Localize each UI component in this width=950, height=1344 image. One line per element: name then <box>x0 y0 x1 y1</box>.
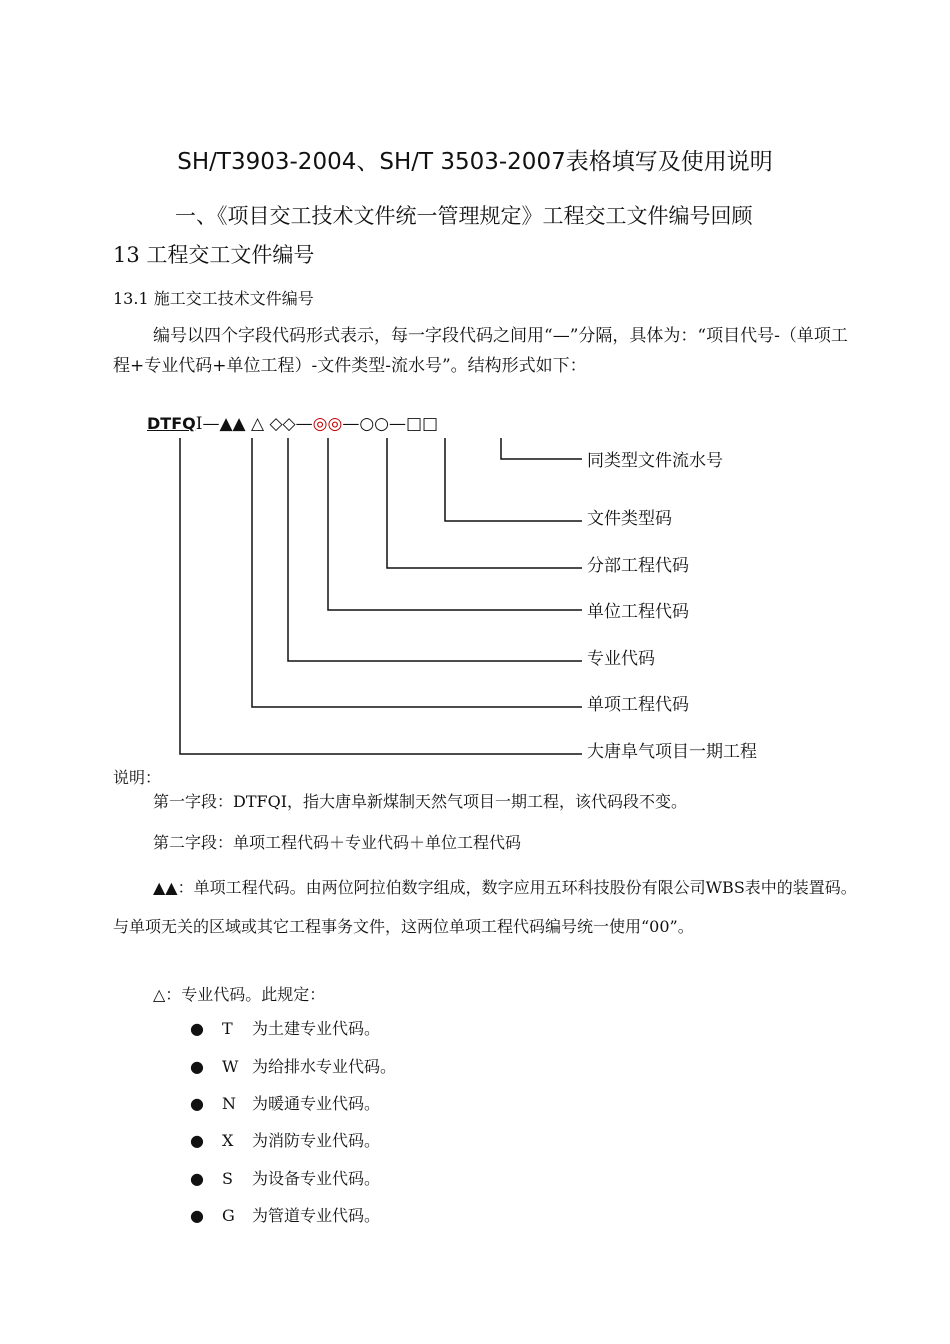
connector-subdivision <box>387 438 582 568</box>
bullet-icon: ● <box>190 1206 204 1225</box>
code-part3: —○○—□□ <box>342 414 439 434</box>
bullet-code: T <box>222 1019 233 1038</box>
subheading: 13 工程交工文件编号 <box>113 243 315 267</box>
label-file-type: 文件类型码 <box>587 509 672 529</box>
bullet-icon: ● <box>190 1169 204 1188</box>
list-item <box>190 1018 380 1040</box>
document-title: SH/T3903-2004、SH/T 3503-2007表格填写及使用说明 <box>177 149 773 175</box>
bullet-text: 为设备专业代码。 <box>252 1169 381 1188</box>
label-single-item: 单项工程代码 <box>587 695 689 715</box>
list-item <box>190 1130 380 1152</box>
bullet-text: 为管道专业代码。 <box>252 1206 381 1225</box>
connector-unit <box>328 438 582 610</box>
bullet-code: W <box>222 1057 239 1076</box>
field2-text: 第二字段：单项工程代码＋专业代码＋单位工程代码 <box>153 833 522 852</box>
bullet-icon: ● <box>190 1057 204 1076</box>
intro-paragraph: 编号以四个字段代码形式表示，每一字段代码之间用“—”分隔，具体为：“项目代号-（单项工程+专业代码+单位工程）-文件类型-流水号”。结构形式如下： <box>113 326 848 376</box>
bullet-icon: ● <box>190 1019 204 1038</box>
label-subdivision: 分部工程代码 <box>587 556 689 576</box>
explain-label: 说明： <box>113 768 162 787</box>
triangles-paragraph: ▲▲：单项工程代码。由两位阿拉伯数字组成，数字应用五环科技股份有限公司WBS表中的装置码。与单项无关的区域或其它工程事务文件，这两位单项工程代码编号统一使用“00”。 <box>113 878 857 936</box>
code-prefix: DTFQ <box>147 414 196 433</box>
bullet-code: X <box>222 1131 234 1150</box>
field1-text: 第一字段：DTFQⅠ，指大唐阜新煤制天然气项目一期工程，该代码段不变。 <box>153 792 688 811</box>
bullet-text: 为土建专业代码。 <box>252 1019 381 1038</box>
label-project: 大唐阜气项目一期工程 <box>587 742 757 762</box>
list-item <box>190 1093 380 1115</box>
label-profession: 专业代码 <box>587 649 655 669</box>
connector-serial <box>501 438 582 459</box>
code-part1: Ⅰ—▲▲ △ ◇◇— <box>195 414 313 434</box>
bullet-text: 为给排水专业代码。 <box>252 1057 397 1076</box>
bullet-code: N <box>222 1094 236 1113</box>
list-item <box>190 1056 396 1078</box>
bullet-icon: ● <box>190 1131 204 1150</box>
connector-single-item <box>252 438 582 707</box>
bullet-code: S <box>222 1169 233 1188</box>
list-item <box>190 1205 380 1227</box>
list-item <box>190 1168 380 1190</box>
code-part2: ◎◎ <box>312 414 343 434</box>
bullet-text: 为消防专业代码。 <box>252 1131 381 1150</box>
bullet-code: G <box>222 1206 235 1225</box>
subsubheading: 13.1 施工交工技术文件编号 <box>113 289 314 308</box>
label-serial: 同类型文件流水号 <box>587 451 723 471</box>
bullet-text: 为暖通专业代码。 <box>252 1094 381 1113</box>
section-heading: 一、《项目交工技术文件统一管理规定》工程交工文件编号回顾 <box>175 204 753 228</box>
label-unit: 单位工程代码 <box>587 602 689 622</box>
connector-file-type <box>445 438 582 521</box>
profession-text: △：专业代码。此规定： <box>153 985 326 1004</box>
connector-profession <box>288 438 582 661</box>
bullet-icon: ● <box>190 1094 204 1113</box>
